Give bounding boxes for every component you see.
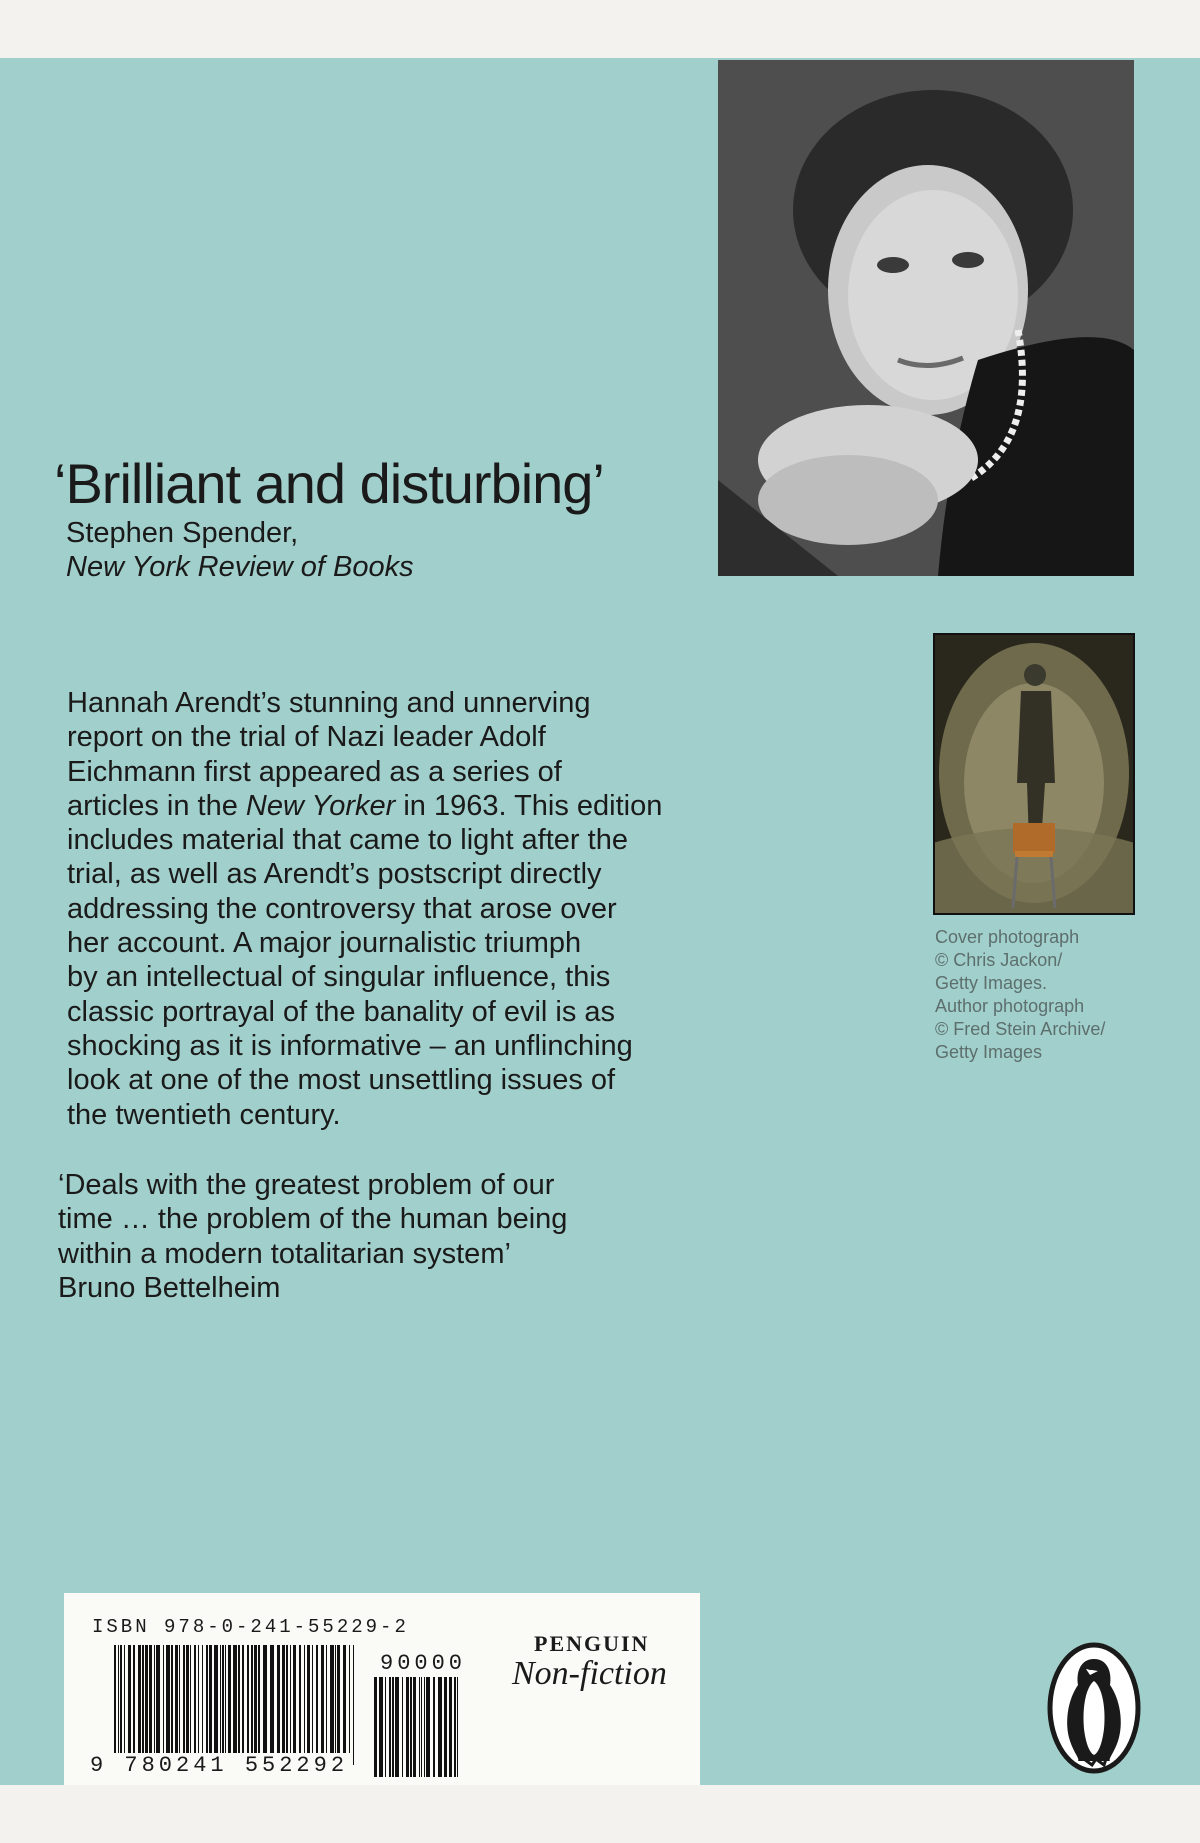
author-portrait-image [718,60,1134,576]
barcode-bar [326,1645,327,1765]
penguin-logo-icon [1046,1641,1142,1775]
review-attribution: Bruno Bettelheim [58,1271,281,1304]
credit-line: © Chris Jackon/ [935,950,1063,970]
description-line: addressing the controversy that arose over [67,892,617,925]
barcode-bar [410,1677,412,1777]
description-line: trial, as well as Arendt’s postscript directly [67,858,602,891]
barcode-bar [293,1645,296,1765]
credit-line: © Fred Stein Archive/ [935,1019,1106,1039]
review-line: time … the problem of the human being [58,1203,568,1236]
author-photo [718,60,1134,576]
barcode-bar [222,1645,224,1765]
barcode-bar [175,1645,178,1765]
barcode-bar [242,1645,244,1765]
barcode-bar [166,1645,170,1765]
imprint-label: Non-fiction [512,1655,667,1692]
barcode-bar [206,1645,208,1765]
barcode-bar [124,1645,125,1765]
review-quote [58,1168,698,1305]
barcode-bar [304,1645,305,1765]
barcode-bar [258,1645,260,1765]
barcode-bar [286,1645,288,1765]
photo-credits [935,926,1165,1064]
barcode-bar [149,1645,152,1765]
ean-digits: 9 780241 552292 [90,1753,349,1778]
barcode-bar [228,1645,231,1765]
barcode-bar [349,1645,350,1765]
description-line: Eichmann first appeared as a series of [67,755,562,788]
headline-quote: ‘Brilliant and disturbing’ [54,452,604,515]
barcode-bar [330,1645,334,1765]
barcode-bar [251,1645,253,1765]
barcode-bar [402,1677,403,1777]
barcode-bar [254,1645,257,1765]
credit-line: Getty Images [935,1042,1043,1062]
barcode-bar [419,1677,420,1777]
barcode-bar [316,1645,318,1765]
barcode-bar [312,1645,313,1765]
publication-title: New Yorker [245,789,396,822]
barcode-bar [353,1645,354,1765]
barcode-bar [282,1645,285,1765]
barcode-bar [426,1677,430,1777]
review-line: within a modern totalitarian system’ [58,1237,511,1270]
barcode-bar [395,1677,399,1777]
ean-barcode [114,1645,354,1765]
barcode-bar [198,1645,199,1765]
penguin-logo [1046,1641,1142,1775]
barcode-bar [270,1645,274,1765]
barcode-bar [385,1677,386,1777]
barcode-bar [337,1645,340,1765]
barcode-bar [138,1645,141,1765]
barcode-bar [457,1677,458,1777]
barcode-bar [389,1677,391,1777]
barcode-bar [299,1645,301,1765]
headline-attribution-name: Stephen Spender, [66,517,299,549]
barcode-bar [421,1677,422,1777]
barcode-bar [233,1645,237,1765]
barcode-bar [438,1677,442,1777]
barcode-bar [171,1645,173,1765]
barcode-bar [220,1645,221,1765]
barcode-bar [179,1645,180,1765]
barcode-bar [406,1677,409,1777]
barcode-bar [277,1645,280,1765]
price-code-digits: 90000 [380,1651,467,1676]
barcode-bar [454,1677,456,1777]
barcode-bar [128,1645,131,1765]
barcode-bar [449,1677,452,1777]
description-line: the twentieth century. [67,1098,341,1131]
credit-line: Getty Images. [935,973,1048,993]
barcode-bar [183,1645,185,1765]
barcode-bar [118,1645,119,1765]
barcode-bar [194,1645,196,1765]
barcode-bar [433,1677,435,1777]
headline-attribution-source: New York Review of Books [66,551,414,583]
barcode-bar [392,1677,394,1777]
barcode-bar [190,1645,191,1765]
addon-barcode [374,1677,464,1777]
barcode-bar [321,1645,324,1765]
barcode-bar [343,1645,346,1765]
barcode-bar [379,1677,383,1777]
isbn-number: ISBN 978-0-241-55229-2 [92,1616,409,1638]
barcode-bar [307,1645,310,1765]
barcode-bar [120,1645,122,1765]
barcode-bar [154,1645,155,1765]
barcode-bar [163,1645,164,1765]
barcode-bar [290,1645,291,1765]
barcode-bar [247,1645,249,1765]
description-line: Hannah Arendt’s stunning and unnerving [67,687,591,719]
barcode-bar [424,1677,425,1777]
barcode-bar [214,1645,218,1765]
description-text: articles in the [67,789,246,822]
barcode-bar [209,1645,212,1765]
barcode-bar [374,1677,377,1777]
description-line: shocking as it is informative – an unflinching [67,1029,633,1062]
barcode-bar [335,1645,336,1765]
description-line: classic portrayal of the banality of evil is as [67,995,616,1028]
barcode-bar [186,1645,189,1765]
description-line: by an intellectual of singular influence, this [67,961,611,994]
barcode-bar [145,1645,148,1765]
description-line [67,789,727,823]
barcode-bar [263,1645,267,1765]
description-line: report on the trial of Nazi leader Adolf [67,721,546,754]
publisher-name: PENGUIN [534,1631,650,1656]
barcode-bar [156,1645,160,1765]
review-line: ‘Deals with the greatest problem of our [58,1169,555,1201]
credit-line: Cover photograph [935,927,1080,947]
description-text: in 1963. This edition [395,789,663,822]
barcode-bar [142,1645,144,1765]
barcode-bar [114,1645,116,1765]
barcode-bar [238,1645,240,1765]
barcode-bar [444,1677,447,1777]
book-back-cover [0,58,1200,1785]
barcode-bar [133,1645,135,1765]
book-description [67,686,727,1132]
cover-photo-thumbnail [933,633,1135,915]
credit-line: Author photograph [935,996,1085,1016]
barcode-bar [413,1677,416,1777]
barcode-bar [225,1645,226,1765]
description-line: look at one of the most unsettling issues of [67,1064,616,1097]
description-line: includes material that came to light after the [67,824,628,857]
barcode-bar [202,1645,203,1765]
cover-photo-image [933,633,1135,915]
description-line: her account. A major journalistic triumph [67,927,582,960]
barcode-panel [64,1593,700,1785]
